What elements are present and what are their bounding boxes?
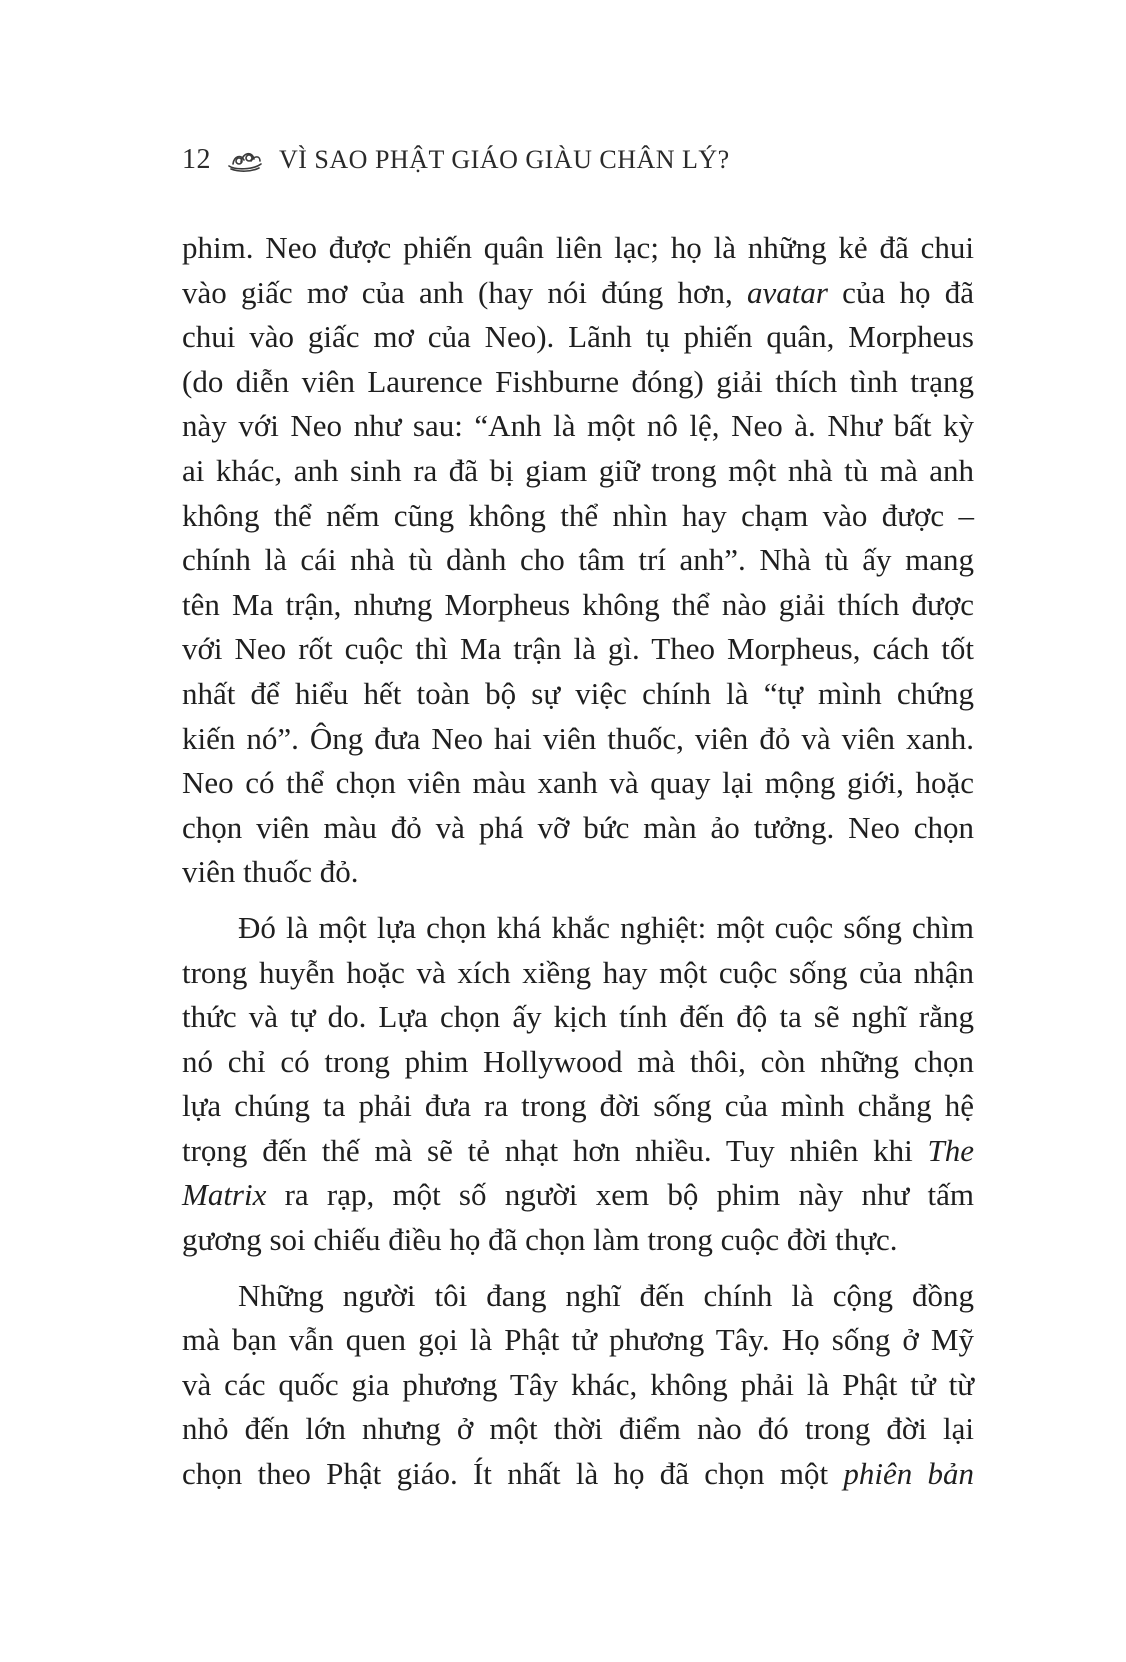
text-line: lựa chúng ta phải đưa ra trong đời sống của mình chẳng hệ	[182, 1088, 974, 1124]
text-line: thức và tự do. Lựa chọn ấy kịch tính đến độ ta sẽ nghĩ rằng	[182, 999, 974, 1035]
text-line: với Neo rốt cuộc thì Ma trận là gì. Theo Morpheus, cách tốt	[182, 631, 974, 667]
text-line: viên thuốc đỏ.	[182, 854, 359, 890]
text-line: phim. Neo được phiến quân liên lạc; họ là những kẻ đã chui	[182, 230, 974, 265]
text-line: (do diễn viên Laurence Fishburne đóng) giải thích tình trạng	[182, 363, 974, 399]
text-line: nó chỉ có trong phim Hollywood mà thôi, còn những chọn	[182, 1043, 974, 1079]
text-line: Đó là một lựa chọn khá khắc nghiệt: một cuộc sống chìm	[238, 909, 974, 945]
text-line: Những người tôi đang nghĩ đến chính là cộng đồng	[238, 1277, 974, 1313]
lotus-ornament-icon	[225, 146, 265, 174]
text-line: Neo có thể chọn viên màu xanh và quay lại mộng giới, hoặc	[182, 765, 974, 801]
running-header	[182, 140, 730, 180]
text-line: này với Neo như sau: “Anh là một nô lệ, Neo à. Như bất kỳ	[182, 408, 974, 444]
italic-term: phiên bản	[843, 1456, 974, 1492]
italic-term: Matrix	[182, 1177, 267, 1213]
paragraph	[182, 226, 974, 895]
text-line: không thể nếm cũng không thể nhìn hay chạm vào được –	[182, 497, 974, 533]
running-title: VÌ SAO PHẬT GIÁO GIÀU CHÂN LÝ?	[279, 145, 730, 174]
text-line: kiến nó”. Ông đưa Neo hai viên thuốc, viên đỏ và viên xanh.	[182, 720, 974, 756]
text-line: trong huyễn hoặc và xích xiềng hay một cuộc sống của nhận	[182, 954, 974, 990]
text-line: vào giấc mơ của anh (hay nói đúng hơn, avatar của họ đã	[182, 274, 975, 310]
text-line: chọn theo Phật giáo. Ít nhất là họ đã chọn một phiên bản	[182, 1456, 974, 1492]
text-line: trọng đến thế mà sẽ tẻ nhạt hơn nhiều. Tuy nhiên khi The	[182, 1132, 974, 1168]
text-line: nhỏ đến lớn nhưng ở một thời điểm nào đó trong đời lại	[182, 1411, 974, 1447]
paragraph	[182, 906, 974, 1263]
text-line: nhất để hiểu hết toàn bộ sự việc chính là “tự mình chứng	[182, 675, 974, 711]
text-line: mà bạn vẫn quen gọi là Phật tử phương Tây. Họ sống ở Mỹ	[182, 1322, 974, 1358]
text-line: và các quốc gia phương Tây khác, không phải là Phật tử từ	[182, 1366, 974, 1402]
text-line: tên Ma trận, nhưng Morpheus không thể nào giải thích được	[182, 586, 974, 622]
text-line: ai khác, anh sinh ra đã bị giam giữ trong một nhà tù mà anh	[182, 452, 974, 488]
page-number: 12	[182, 144, 211, 175]
body-text	[182, 226, 974, 1497]
text-line: chính là cái nhà tù dành cho tâm trí anh”. Nhà tù ấy mang	[182, 542, 974, 578]
text-line: chọn viên màu đỏ và phá vỡ bức màn ảo tưởng. Neo chọn	[182, 809, 974, 845]
paragraph	[182, 1274, 974, 1497]
text-line: gương soi chiếu điều họ đã chọn làm trong cuộc đời thực.	[182, 1222, 898, 1258]
italic-term: avatar	[746, 274, 828, 310]
text-line: chui vào giấc mơ của Neo). Lãnh tụ phiến quân, Morpheus	[182, 319, 974, 355]
italic-term: The	[927, 1132, 974, 1168]
text-line: Matrix ra rạp, một số người xem bộ phim này như tấm	[182, 1177, 974, 1213]
